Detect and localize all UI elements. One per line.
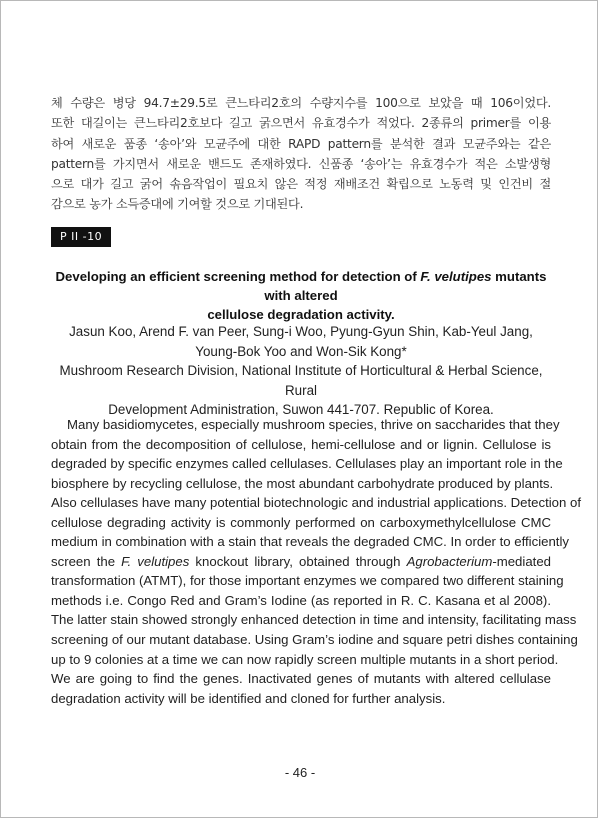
abstract-line: methods i.e. Congo Red and Gram’s Iodine (as reported in R. C. Kasana et al 2008).: [51, 592, 551, 608]
korean-paragraph: [51, 93, 551, 215]
korean-line: 또한 대길이는 큰느타리2호보다 길고 굵으면서 유효경수가 적었다. 2종류의 primer를 이용: [51, 116, 551, 131]
abstract-text: screen the: [51, 553, 122, 569]
species-name: F. velutipes: [121, 553, 190, 569]
abstract-line: Also cellulases have many potential biotechnologic and industrial applications. Detection of: [51, 495, 582, 511]
title-text: mutants with altered: [264, 269, 547, 303]
affiliation-line-1: Mushroom Research Division, National Institute of Horticultural & Herbal Science, Rural: [59, 363, 543, 398]
genus-name: Agrobacterium: [406, 553, 493, 569]
page-number: - 46 -: [284, 765, 316, 780]
authors-line-1: Jasun Koo, Arend F. van Peer, Sung-i Woo, Pyung-Gyun Shin, Kab-Yeul Jang,: [69, 324, 533, 339]
abstract-line: The latter stain showed strongly enhanced detection in time and intensity, facilitating mass: [51, 612, 577, 628]
abstract-line: degraded by specific enzymes called cellulases. Cellulases play an important role in the: [51, 456, 563, 472]
abstract-body: [51, 415, 582, 708]
abstract-line: [51, 552, 551, 572]
abstract-text: -mediated: [492, 553, 551, 569]
paper-title: [51, 267, 551, 324]
abstract-line: cellulose degrading activity is commonly performed on carboxymethylcellulose CMC: [51, 514, 551, 530]
authors-line-2: Young-Bok Yoo and Won-Sik Kong*: [195, 343, 407, 359]
korean-line: 체 수량은 병당 94.7±29.5로 큰느타리2호의 수량지수를 100으로 보았을 때 106이었다.: [51, 96, 551, 110]
title-line-2: cellulose degradation activity.: [207, 307, 395, 322]
abstract-text: knockout library, obtained through: [189, 553, 407, 569]
title-species: F. velutipes: [420, 269, 492, 284]
abstract-line: obtain from the decomposition of cellulose, hemi-cellulose and or lignin. Cellulose is: [51, 436, 551, 452]
affiliation-line-2: Development Administration, Suwon 441-707. Republic of Korea.: [108, 402, 494, 417]
korean-line: 감으로 농가 소득증대에 기여할 것으로 기대된다.: [51, 197, 304, 212]
korean-line: pattern를 가지면서 새로운 밴드도 존재하였다. 신품종 ‘송아’는 유효경수가 적은 소발생형: [51, 156, 551, 171]
abstract-line: up to 9 colonies at a time we can now rapidly screen multiple mutants in a short period.: [51, 651, 559, 667]
affiliation: [51, 361, 551, 420]
author-list: [51, 322, 551, 361]
abstract-line: Many basidiomycetes, especially mushroom species, thrive on saccharides that they: [67, 417, 560, 432]
abstract-line: biosphere by recycling cellulose, the most abundant carbohydrate produced by plants.: [51, 475, 554, 491]
abstract-line: transformation (ATMT), for those important enzymes we compared two different staining: [51, 573, 564, 589]
abstract-line: screening of our mutant database. Using Gram’s iodine and square petri dishes containing: [51, 632, 578, 648]
title-text: Developing an efficient screening method for detection of: [55, 269, 421, 284]
korean-line: 하여 새로운 품종 ‘송아’와 모균주에 대한 RAPD pattern를 분석한 결과 모균주와는 같은: [51, 136, 551, 151]
poster-id-tag: P II -10: [51, 227, 111, 247]
korean-line: 으로 대가 길고 굵어 솎음작업이 필요치 않은 적정 재배조건 확립으로 노동력 및 인건비 절: [51, 177, 551, 192]
abstract-line: We are going to find the genes. Inactivated genes of mutants with altered cellulase: [51, 671, 551, 687]
abstract-line: medium in combination with a stain that reveals the degraded CMC. In order to efficiently: [51, 534, 569, 550]
abstract-line: degradation activity will be identified and cloned for further analysis.: [51, 690, 446, 706]
